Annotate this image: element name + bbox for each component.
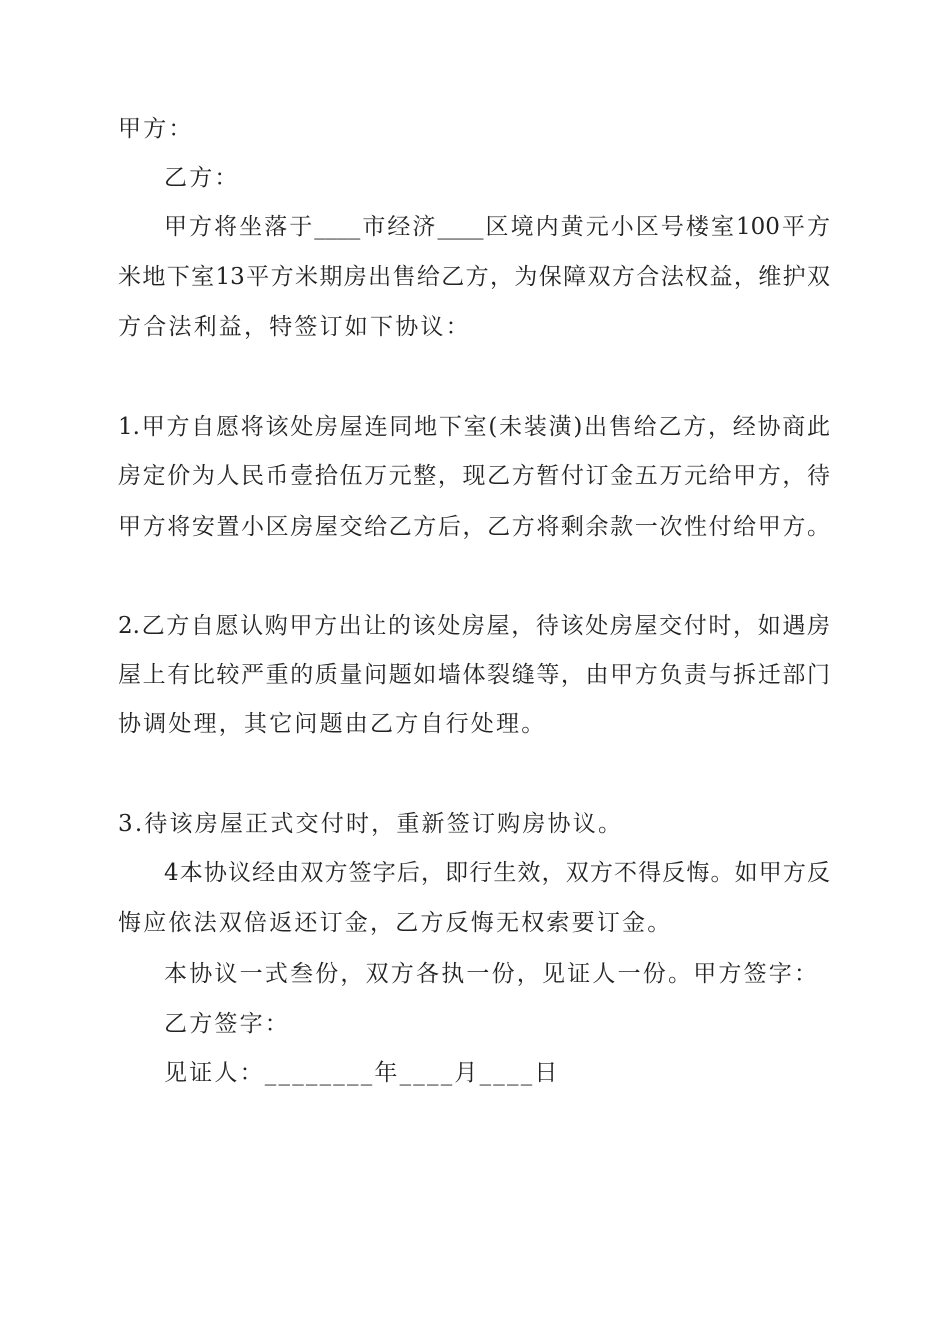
clause-2-line-2: 屋上有比较严重的质量问题如墙体裂缝等，由甲方负责与拆迁部门 (118, 662, 830, 688)
clause-3-line-1: 3.待该房屋正式交付时，重新签订购房协议。 (118, 811, 624, 837)
intro-line-1: 甲方将坐落于____市经济____区境内黄元小区号楼室100平方 (164, 214, 830, 240)
clause-1-line-1: 1.甲方自愿将该处房屋连同地下室(未装潢)出售给乙方，经协商此 (118, 414, 830, 440)
intro-line-2: 米地下室13平方米期房出售给乙方，为保障双方合法权益，维护双 (118, 264, 830, 290)
party-b-signature-label: 乙方签字： (164, 1011, 290, 1037)
party-a-label: 甲方： (118, 116, 194, 142)
clause-1-line-2: 房定价为人民币壹拾伍万元整，现乙方暂付订金五万元给甲方，待 (118, 463, 830, 489)
intro-line-3: 方合法利益，特签订如下协议： (118, 314, 471, 340)
clause-2-line-1: 2.乙方自愿认购甲方出让的该处房屋，待该处房屋交付时，如遇房 (118, 613, 830, 639)
clause-4-line-2: 悔应依法双倍返还订金，乙方反悔无权索要订金。 (118, 910, 673, 936)
clause-1-line-3: 甲方将安置小区房屋交给乙方后，乙方将剩余款一次性付给甲方。 (118, 514, 830, 540)
witness-and-date-line: 见证人：________年____月____日 (164, 1060, 560, 1086)
party-b-label: 乙方： (164, 165, 240, 191)
clause-4-line-1: 4本协议经由双方签字后，即行生效，双方不得反悔。如甲方反 (164, 860, 830, 886)
clause-2-line-3: 协调处理，其它问题由乙方自行处理。 (118, 711, 547, 737)
copies-and-party-a-signature: 本协议一式叁份，双方各执一份，见证人一份。甲方签字： (164, 961, 820, 987)
